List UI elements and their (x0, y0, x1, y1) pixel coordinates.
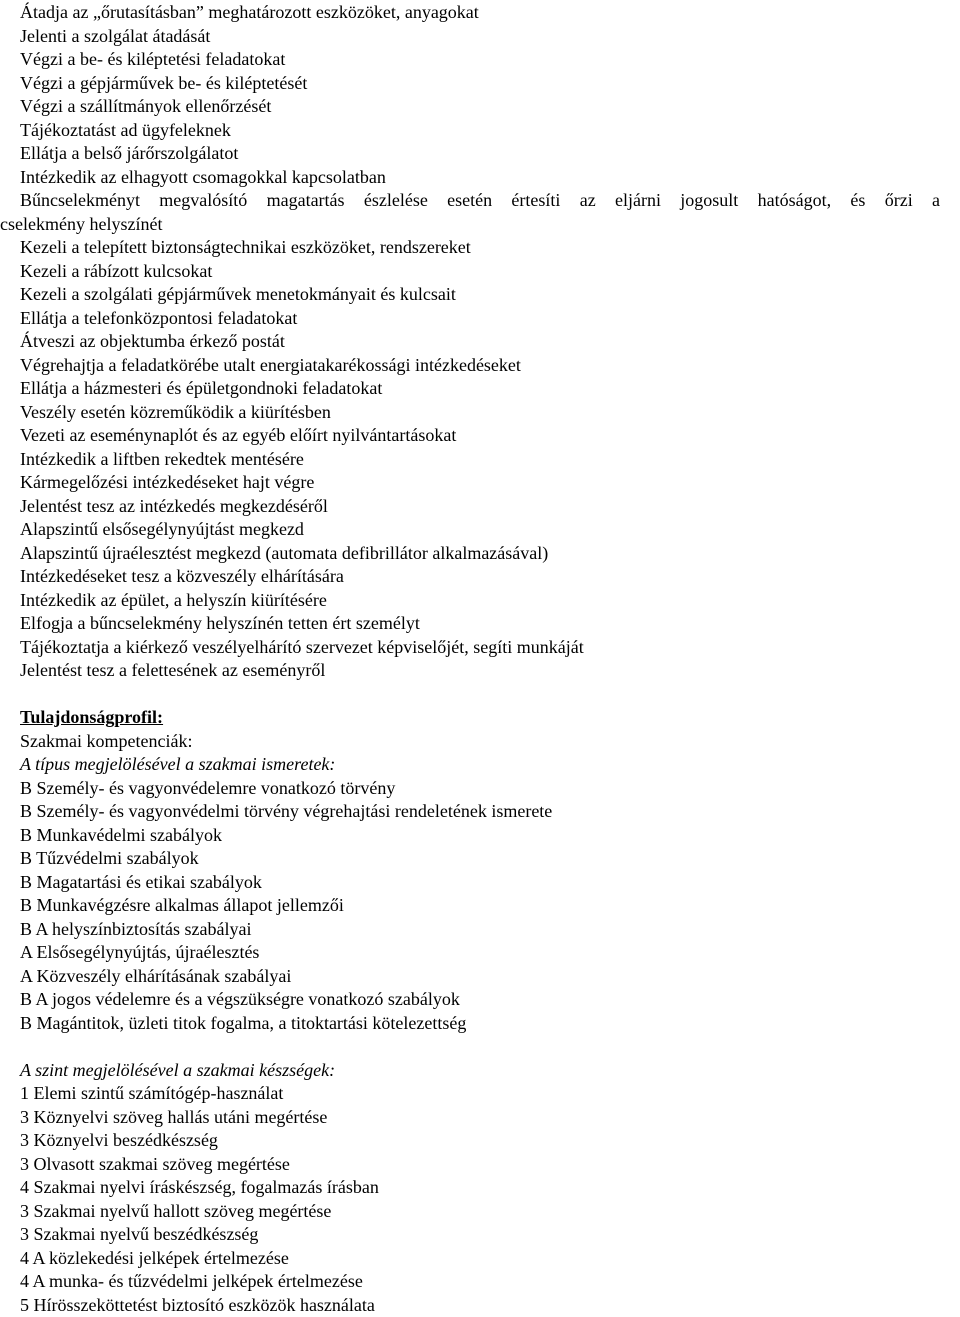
knowledge-item: B A jogos védelemre és a végszükségre vonatkozó szabályok (0, 988, 960, 1012)
task-item: Ellátja a belső járőrszolgálatot (0, 142, 960, 166)
knowledge-item: B Magántitok, üzleti titok fogalma, a titoktartási kötelezettség (0, 1012, 960, 1036)
task-item: Jelenti a szolgálat átadását (0, 25, 960, 49)
task-item: Vezeti az eseménynaplót és az egyéb előírt nyilvántartásokat (0, 424, 960, 448)
profile-section (0, 706, 960, 1317)
task-item: Kármegelőzési intézkedéseket hajt végre (0, 471, 960, 495)
knowledge-item: B Tűzvédelmi szabályok (0, 847, 960, 871)
skill-item: 3 Szakmai nyelvű beszédkészség (0, 1223, 960, 1247)
skill-item: 3 Köznyelvi szöveg hallás utáni megértése (0, 1106, 960, 1130)
knowledge-item: A Közveszély elhárításának szabályai (0, 965, 960, 989)
task-item: Alapszintű újraélesztést megkezd (automata defibrillátor alkalmazásával) (0, 542, 960, 566)
knowledge-item: B Személy- és vagyonvédelmi törvény végrehajtási rendeletének ismerete (0, 800, 960, 824)
task-item: Átveszi az objektumba érkező postát (0, 330, 960, 354)
task-item: Végzi a szállítmányok ellenőrzését (0, 95, 960, 119)
task-item: Intézkedik az épület, a helyszín kiürítésére (0, 589, 960, 613)
task-item: Alapszintű elsősegélynyújtást megkezd (0, 518, 960, 542)
task-item: Intézkedik az elhagyott csomagokkal kapcsolatban (0, 166, 960, 190)
task-item: Átadja az „őrutasításban” meghatározott eszközöket, anyagokat (0, 1, 960, 25)
skill-item: 4 A munka- és tűzvédelmi jelképek értelmezése (0, 1270, 960, 1294)
knowledge-item: B Munkavégzésre alkalmas állapot jellemzői (0, 894, 960, 918)
task-item: Elfogja a bűncselekmény helyszínén tetten ért személyt (0, 612, 960, 636)
skill-item: 5 Hírösszeköttetést biztosító eszközök használata (0, 1294, 960, 1317)
spacer (0, 683, 960, 707)
task-item: Tájékoztatást ad ügyfeleknek (0, 119, 960, 143)
profile-heading: Tulajdonságprofil: (0, 706, 960, 730)
task-item: Intézkedéseket tesz a közveszély elhárítására (0, 565, 960, 589)
knowledge-intro: A típus megjelölésével a szakmai ismeretek: (0, 753, 960, 777)
knowledge-item: B A helyszínbiztosítás szabályai (0, 918, 960, 942)
skill-item: 4 A közlekedési jelképek értelmezése (0, 1247, 960, 1271)
skills-intro: A szint megjelölésével a szakmai készségek: (0, 1059, 960, 1083)
task-list (0, 1, 960, 683)
knowledge-item: B Munkavédelmi szabályok (0, 824, 960, 848)
task-item: Veszély esetén közreműködik a kiürítésben (0, 401, 960, 425)
knowledge-item: A Elsősegélynyújtás, újraélesztés (0, 941, 960, 965)
task-item: Jelentést tesz az intézkedés megkezdéséről (0, 495, 960, 519)
spacer (0, 1035, 960, 1059)
task-item: Végzi a be- és kiléptetési feladatokat (0, 48, 960, 72)
knowledge-item: B Magatartási és etikai szabályok (0, 871, 960, 895)
knowledge-item: B Személy- és vagyonvédelemre vonatkozó törvény (0, 777, 960, 801)
skill-item: 3 Köznyelvi beszédkészség (0, 1129, 960, 1153)
task-item: Jelentést tesz a felettesének az eseményről (0, 659, 960, 683)
task-item: Intézkedik a liftben rekedtek mentésére (0, 448, 960, 472)
task-item: Végrehajtja a feladatkörébe utalt energiatakarékossági intézkedéseket (0, 354, 960, 378)
skill-item: 3 Olvasott szakmai szöveg megértése (0, 1153, 960, 1177)
task-item: Kezeli a telepített biztonságtechnikai eszközöket, rendszereket (0, 236, 960, 260)
task-item: Tájékoztatja a kiérkező veszélyelhárító szervezet képviselőjét, segíti munkáját (0, 636, 960, 660)
competencies-subheading: Szakmai kompetenciák: (0, 730, 960, 754)
skill-item: 4 Szakmai nyelvi íráskészség, fogalmazás írásban (0, 1176, 960, 1200)
skills-list (0, 1082, 960, 1317)
task-item-long-line1: Bűncselekményt megvalósító magatartás észlelése esetén értesíti az eljárni jogosult hatóságot, és őrzi a (0, 189, 940, 213)
task-item: Végzi a gépjárművek be- és kiléptetését (0, 72, 960, 96)
task-item: Kezeli a szolgálati gépjárművek menetokmányait és kulcsait (0, 283, 960, 307)
task-item: Ellátja a telefonközpontosi feladatokat (0, 307, 960, 331)
skill-item: 1 Elemi szintű számítógép-használat (0, 1082, 960, 1106)
task-item-long-line2: cselekmény helyszínét (0, 213, 960, 237)
knowledge-list (0, 777, 960, 1036)
task-item: Kezeli a rábízott kulcsokat (0, 260, 960, 284)
task-item: Ellátja a házmesteri és épületgondnoki feladatokat (0, 377, 960, 401)
skill-item: 3 Szakmai nyelvű hallott szöveg megértése (0, 1200, 960, 1224)
